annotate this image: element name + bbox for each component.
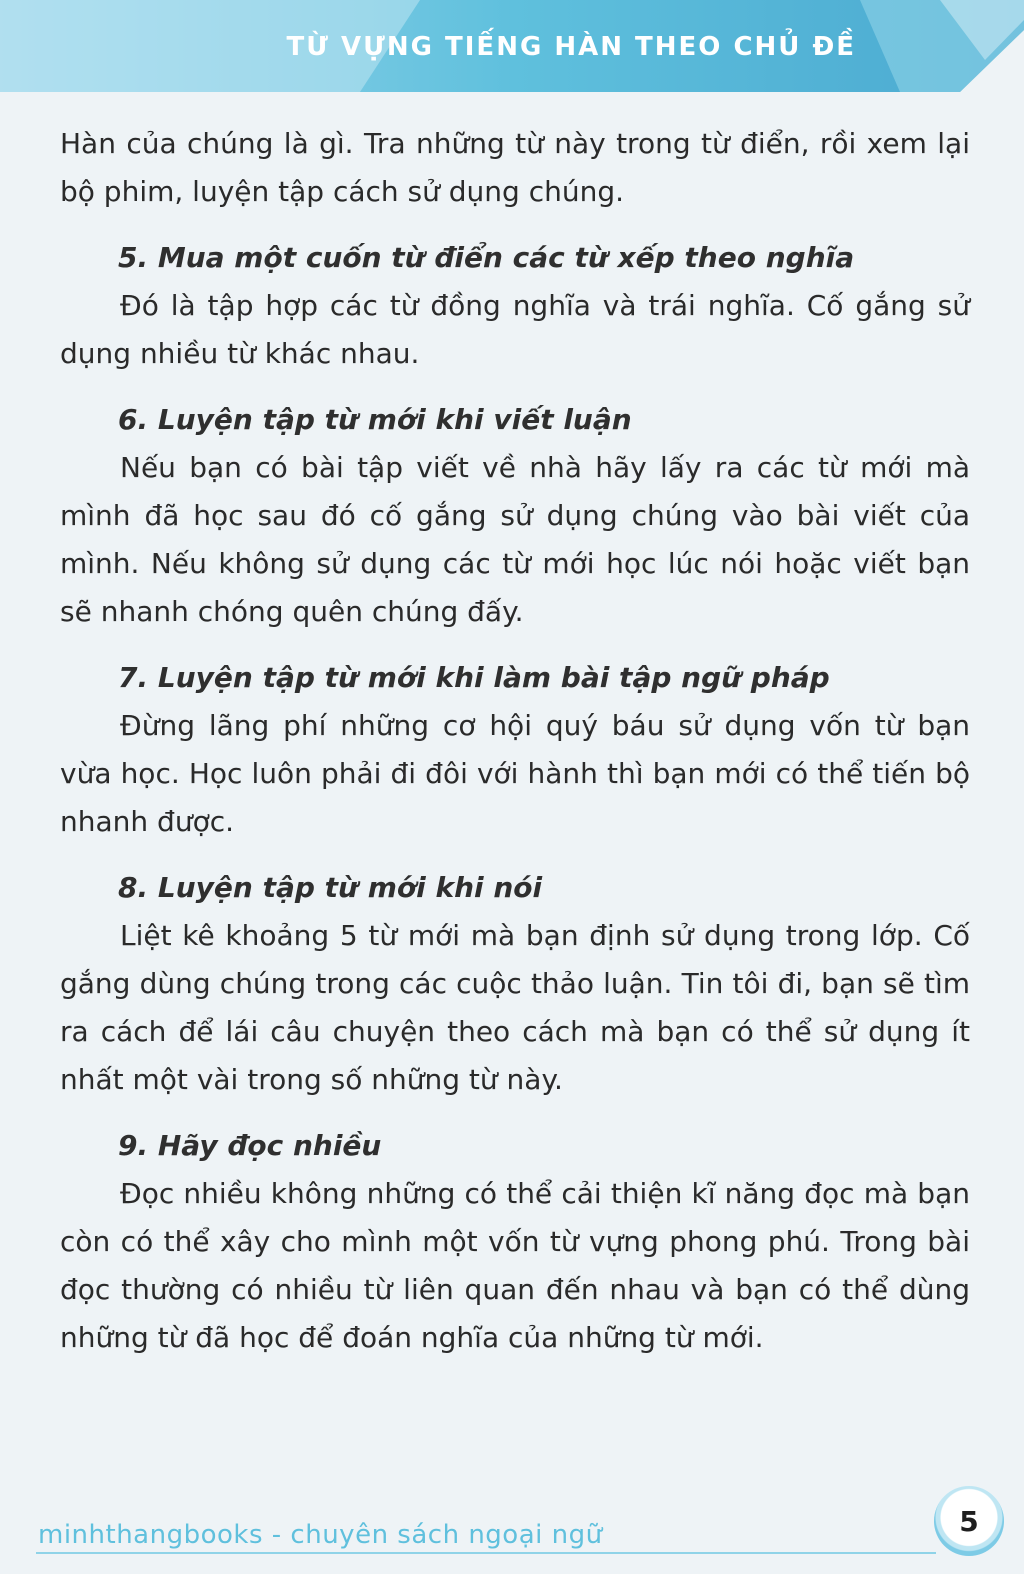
section-7 [60, 654, 970, 846]
section-body: Đó là tập hợp các từ đồng nghĩa và trái nghĩa. Cố gắng sử dụng nhiều từ khác nhau. [60, 289, 970, 370]
page-number-badge [934, 1486, 1004, 1556]
section-heading: 6. Luyện tập từ mới khi viết luận [118, 403, 632, 436]
header-title: TỪ VỰNG TIẾNG HÀN THEO CHỦ ĐỀ [286, 32, 856, 62]
section-5 [60, 234, 970, 378]
section-heading: 8. Luyện tập từ mới khi nói [118, 871, 543, 904]
footer-publisher: minhthangbooks - chuyên sách ngoại ngữ [38, 1520, 603, 1550]
section-body: Đọc nhiều không những có thể cải thiện kĩ năng đọc mà bạn còn có thể xây cho mình một vốn từ vựng phong phú. Trong bài đọc thường có nhiều từ liên quan đến nhau và bạn có thể dùng những từ đã học để đoán nghĩa của những từ mới. [60, 1177, 970, 1354]
section-6 [60, 396, 970, 636]
section-heading: 5. Mua một cuốn từ điển các từ xếp theo nghĩa [118, 241, 855, 274]
section-9 [60, 1122, 970, 1362]
page-number: 5 [959, 1504, 979, 1538]
section-heading: 9. Hãy đọc nhiều [118, 1129, 382, 1162]
section-body: Liệt kê khoảng 5 từ mới mà bạn định sử dụng trong lớp. Cố gắng dùng chúng trong các cuộc thảo luận. Tin tôi đi, bạn sẽ tìm ra cách để lái câu chuyện theo cách mà bạn có thể sử dụng ít nhất một vài trong số những từ này. [60, 919, 970, 1096]
section-body: Nếu bạn có bài tập viết về nhà hãy lấy ra các từ mới mà mình đã học sau đó cố gắng sử dụng chúng vào bài viết của mình. Nếu không sử dụng các từ mới học lúc nói hoặc viết bạn sẽ nhanh chóng quên chúng đấy. [60, 451, 970, 628]
page-content [60, 120, 970, 1362]
intro-paragraph: Hàn của chúng là gì. Tra những từ này trong từ điển, rồi xem lại bộ phim, luyện tập cách sử dụng chúng. [60, 127, 970, 208]
footer-divider [36, 1552, 936, 1554]
section-8 [60, 864, 970, 1104]
page-header [0, 0, 1024, 100]
section-heading: 7. Luyện tập từ mới khi làm bài tập ngữ pháp [118, 661, 830, 694]
section-body: Đừng lãng phí những cơ hội quý báu sử dụng vốn từ bạn vừa học. Học luôn phải đi đôi với hành thì bạn mới có thể tiến bộ nhanh được. [60, 709, 970, 838]
